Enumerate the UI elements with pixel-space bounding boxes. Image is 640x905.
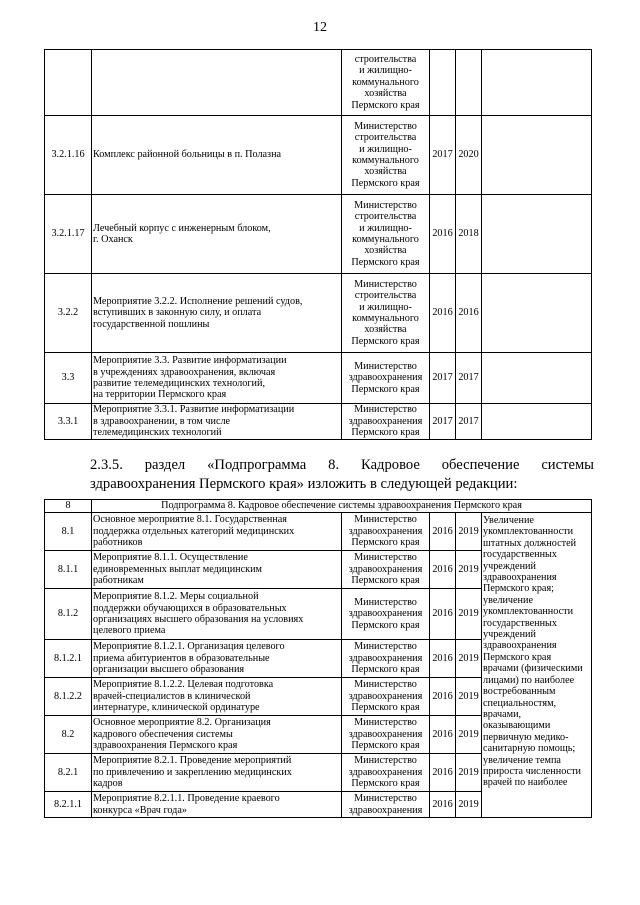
row-end-year: 2019 [456, 792, 482, 818]
row-start-year: 2016 [430, 513, 456, 551]
table-row [45, 116, 592, 195]
row-responsible: Министерство здравоохранения Пермского края [342, 640, 430, 678]
result-line: увеличение темпа [483, 754, 561, 766]
table-row [45, 195, 592, 274]
row-name: Мероприятие 3.3.1. Развитие информатизации в здравоохранении, в том числе телемедицинских технологий [92, 404, 342, 440]
table-row [45, 513, 592, 551]
row-start-year: 2016 [430, 678, 456, 716]
row-number: 8.2 [45, 716, 92, 754]
row-start-year: 2017 [430, 116, 456, 195]
row-responsible: Министерство здравоохранения Пермского края [342, 404, 430, 440]
result-line: государственных [483, 617, 557, 629]
row-end-year: 2019 [456, 551, 482, 589]
row-name: Лечебный корпус с инженерным блоком, г. Оханск [92, 195, 342, 274]
row-number [45, 50, 92, 116]
row-number: 8.1.2.2 [45, 678, 92, 716]
row-responsible: Министерство здравоохранения Пермского края [342, 353, 430, 404]
row-end-year: 2019 [456, 716, 482, 754]
row-name: Комплекс районной больницы в п. Полазна [92, 116, 342, 195]
row-number: 8.1.2 [45, 589, 92, 640]
result-line: штатных должностей [483, 537, 577, 549]
row-end-year: 2016 [456, 274, 482, 353]
row-start-year: 2016 [430, 716, 456, 754]
row-responsible: Министерство здравоохранения Пермского края [342, 513, 430, 551]
row-start-year: 2016 [430, 551, 456, 589]
row-number: 8.1 [45, 513, 92, 551]
result-line: прироста численности [483, 765, 581, 777]
row-end-year: 2017 [456, 353, 482, 404]
paragraph-line-2: здравоохранения Пермского края» изложить в следующей редакции: [90, 476, 518, 492]
result-line: специальностям, [483, 697, 557, 709]
result-line: санитарную помощь; [483, 743, 576, 755]
table-row [45, 274, 592, 353]
row-result [482, 195, 592, 274]
row-end-year: 2018 [456, 195, 482, 274]
result-line: учреждений [483, 560, 536, 572]
result-line: востребованным [483, 686, 556, 698]
result-line: учреждений [483, 629, 536, 641]
row-number: 8.1.2.1 [45, 640, 92, 678]
result-line: государственных [483, 549, 557, 561]
row-start-year: 2016 [430, 640, 456, 678]
row-responsible: Министерство строительства и жилищно- коммунального хозяйства Пермского края [342, 274, 430, 353]
row-number: 3.2.1.17 [45, 195, 92, 274]
table-row [45, 50, 592, 116]
row-name: Мероприятие 8.1.2. Меры социальной поддержки обучающихся в образовательных организациях высшего образования на условиях целевого приема [92, 589, 342, 640]
row-responsible: Министерство здравоохранения [342, 792, 430, 818]
row-start-year: 2016 [430, 195, 456, 274]
row-name: Мероприятие 3.2.2. Исполнение решений судов, вступивших в законную силу, и оплата государственной пошлины [92, 274, 342, 353]
row-start-year: 2017 [430, 353, 456, 404]
result-line: укомплектованности [483, 606, 574, 618]
program-table-continued [44, 49, 592, 440]
row-number: 8.2.1.1 [45, 792, 92, 818]
expected-result [482, 513, 592, 818]
subprogram-8-table [44, 499, 592, 818]
row-number: 8.2.1 [45, 754, 92, 792]
row-end-year: 2019 [456, 678, 482, 716]
result-line: увеличение [483, 594, 533, 606]
result-line: лицами) по наиболее [483, 674, 575, 686]
result-line: Увеличение [483, 515, 534, 526]
amendment-paragraph [90, 456, 594, 494]
result-line: здравоохранения [483, 640, 557, 652]
result-line: здравоохранения [483, 572, 557, 584]
row-end-year: 2019 [456, 754, 482, 792]
row-responsible: строительства и жилищно- коммунального хозяйства Пермского края [342, 50, 430, 116]
row-start-year: 2017 [430, 404, 456, 440]
row-end-year: 2020 [456, 116, 482, 195]
row-name: Основное мероприятие 8.2. Организация кадрового обеспечения системы здравоохранения Пермского края [92, 716, 342, 754]
row-result [482, 50, 592, 116]
row-result [482, 404, 592, 440]
result-line: укомплектованности [483, 526, 574, 538]
row-name: Мероприятие 8.2.1. Проведение мероприятий по привлечению и закреплению медицинских кадров [92, 754, 342, 792]
result-line: врачами (физическими [483, 663, 583, 675]
row-end-year: 2017 [456, 404, 482, 440]
row-responsible: Министерство здравоохранения Пермского края [342, 716, 430, 754]
row-name: Мероприятие 8.1.2.2. Целевая подготовка врачей-специалистов в клинической интернатуре, клинической ординатуре [92, 678, 342, 716]
row-name: Мероприятие 8.1.1. Осуществление единовременных выплат медицинским работникам [92, 551, 342, 589]
row-end-year [456, 50, 482, 116]
row-responsible: Министерство здравоохранения Пермского края [342, 754, 430, 792]
row-responsible: Министерство здравоохранения Пермского края [342, 678, 430, 716]
row-responsible: Министерство здравоохранения Пермского края [342, 551, 430, 589]
row-number: 3.2.2 [45, 274, 92, 353]
row-name: Мероприятие 8.2.1.1. Проведение краевого конкурса «Врач года» [92, 792, 342, 818]
row-end-year: 2019 [456, 513, 482, 551]
header-num: 8 [45, 500, 92, 513]
row-number: 3.3 [45, 353, 92, 404]
row-name: Мероприятие 3.3. Развитие информатизации в учреждениях здравоохранения, включая развитие телемедицинских технологий, на территории Пермского края [92, 353, 342, 404]
result-line: Пермского края; [483, 583, 554, 595]
row-end-year: 2019 [456, 589, 482, 640]
row-start-year: 2016 [430, 274, 456, 353]
page-number: 12 [313, 20, 327, 35]
row-responsible: Министерство здравоохранения Пермского края [342, 589, 430, 640]
row-number: 3.3.1 [45, 404, 92, 440]
row-result [482, 274, 592, 353]
header-title: Подпрограмма 8. Кадровое обеспечение системы здравоохранения Пермского края [92, 500, 592, 513]
result-line: врачами, [483, 708, 522, 720]
result-line: врачей по наиболее [483, 777, 568, 789]
row-number: 8.1.1 [45, 551, 92, 589]
row-name [92, 50, 342, 116]
row-number: 3.2.1.16 [45, 116, 92, 195]
result-line: оказывающими [483, 720, 551, 732]
result-line: первичную медико- [483, 731, 569, 743]
result-line: Пермского края [483, 651, 552, 663]
row-start-year [430, 50, 456, 116]
row-name: Основное мероприятие 8.1. Государственная поддержка отдельных категорий медицинских работников [92, 513, 342, 551]
row-result [482, 353, 592, 404]
paragraph-line-1: 2.3.5. раздел «Подпрограмма 8. Кадровое обеспечение системы [90, 457, 594, 473]
row-start-year: 2016 [430, 754, 456, 792]
table-row [45, 353, 592, 404]
row-start-year: 2016 [430, 589, 456, 640]
row-result [482, 116, 592, 195]
row-responsible: Министерство строительства и жилищно- коммунального хозяйства Пермского края [342, 195, 430, 274]
row-start-year: 2016 [430, 792, 456, 818]
row-end-year: 2019 [456, 640, 482, 678]
row-responsible: Министерство строительства и жилищно- коммунального хозяйства Пермского края [342, 116, 430, 195]
table-row [45, 404, 592, 440]
row-name: Мероприятие 8.1.2.1. Организация целевого приема абитуриентов в образовательные организации высшего образования [92, 640, 342, 678]
table-header-row [45, 500, 592, 513]
